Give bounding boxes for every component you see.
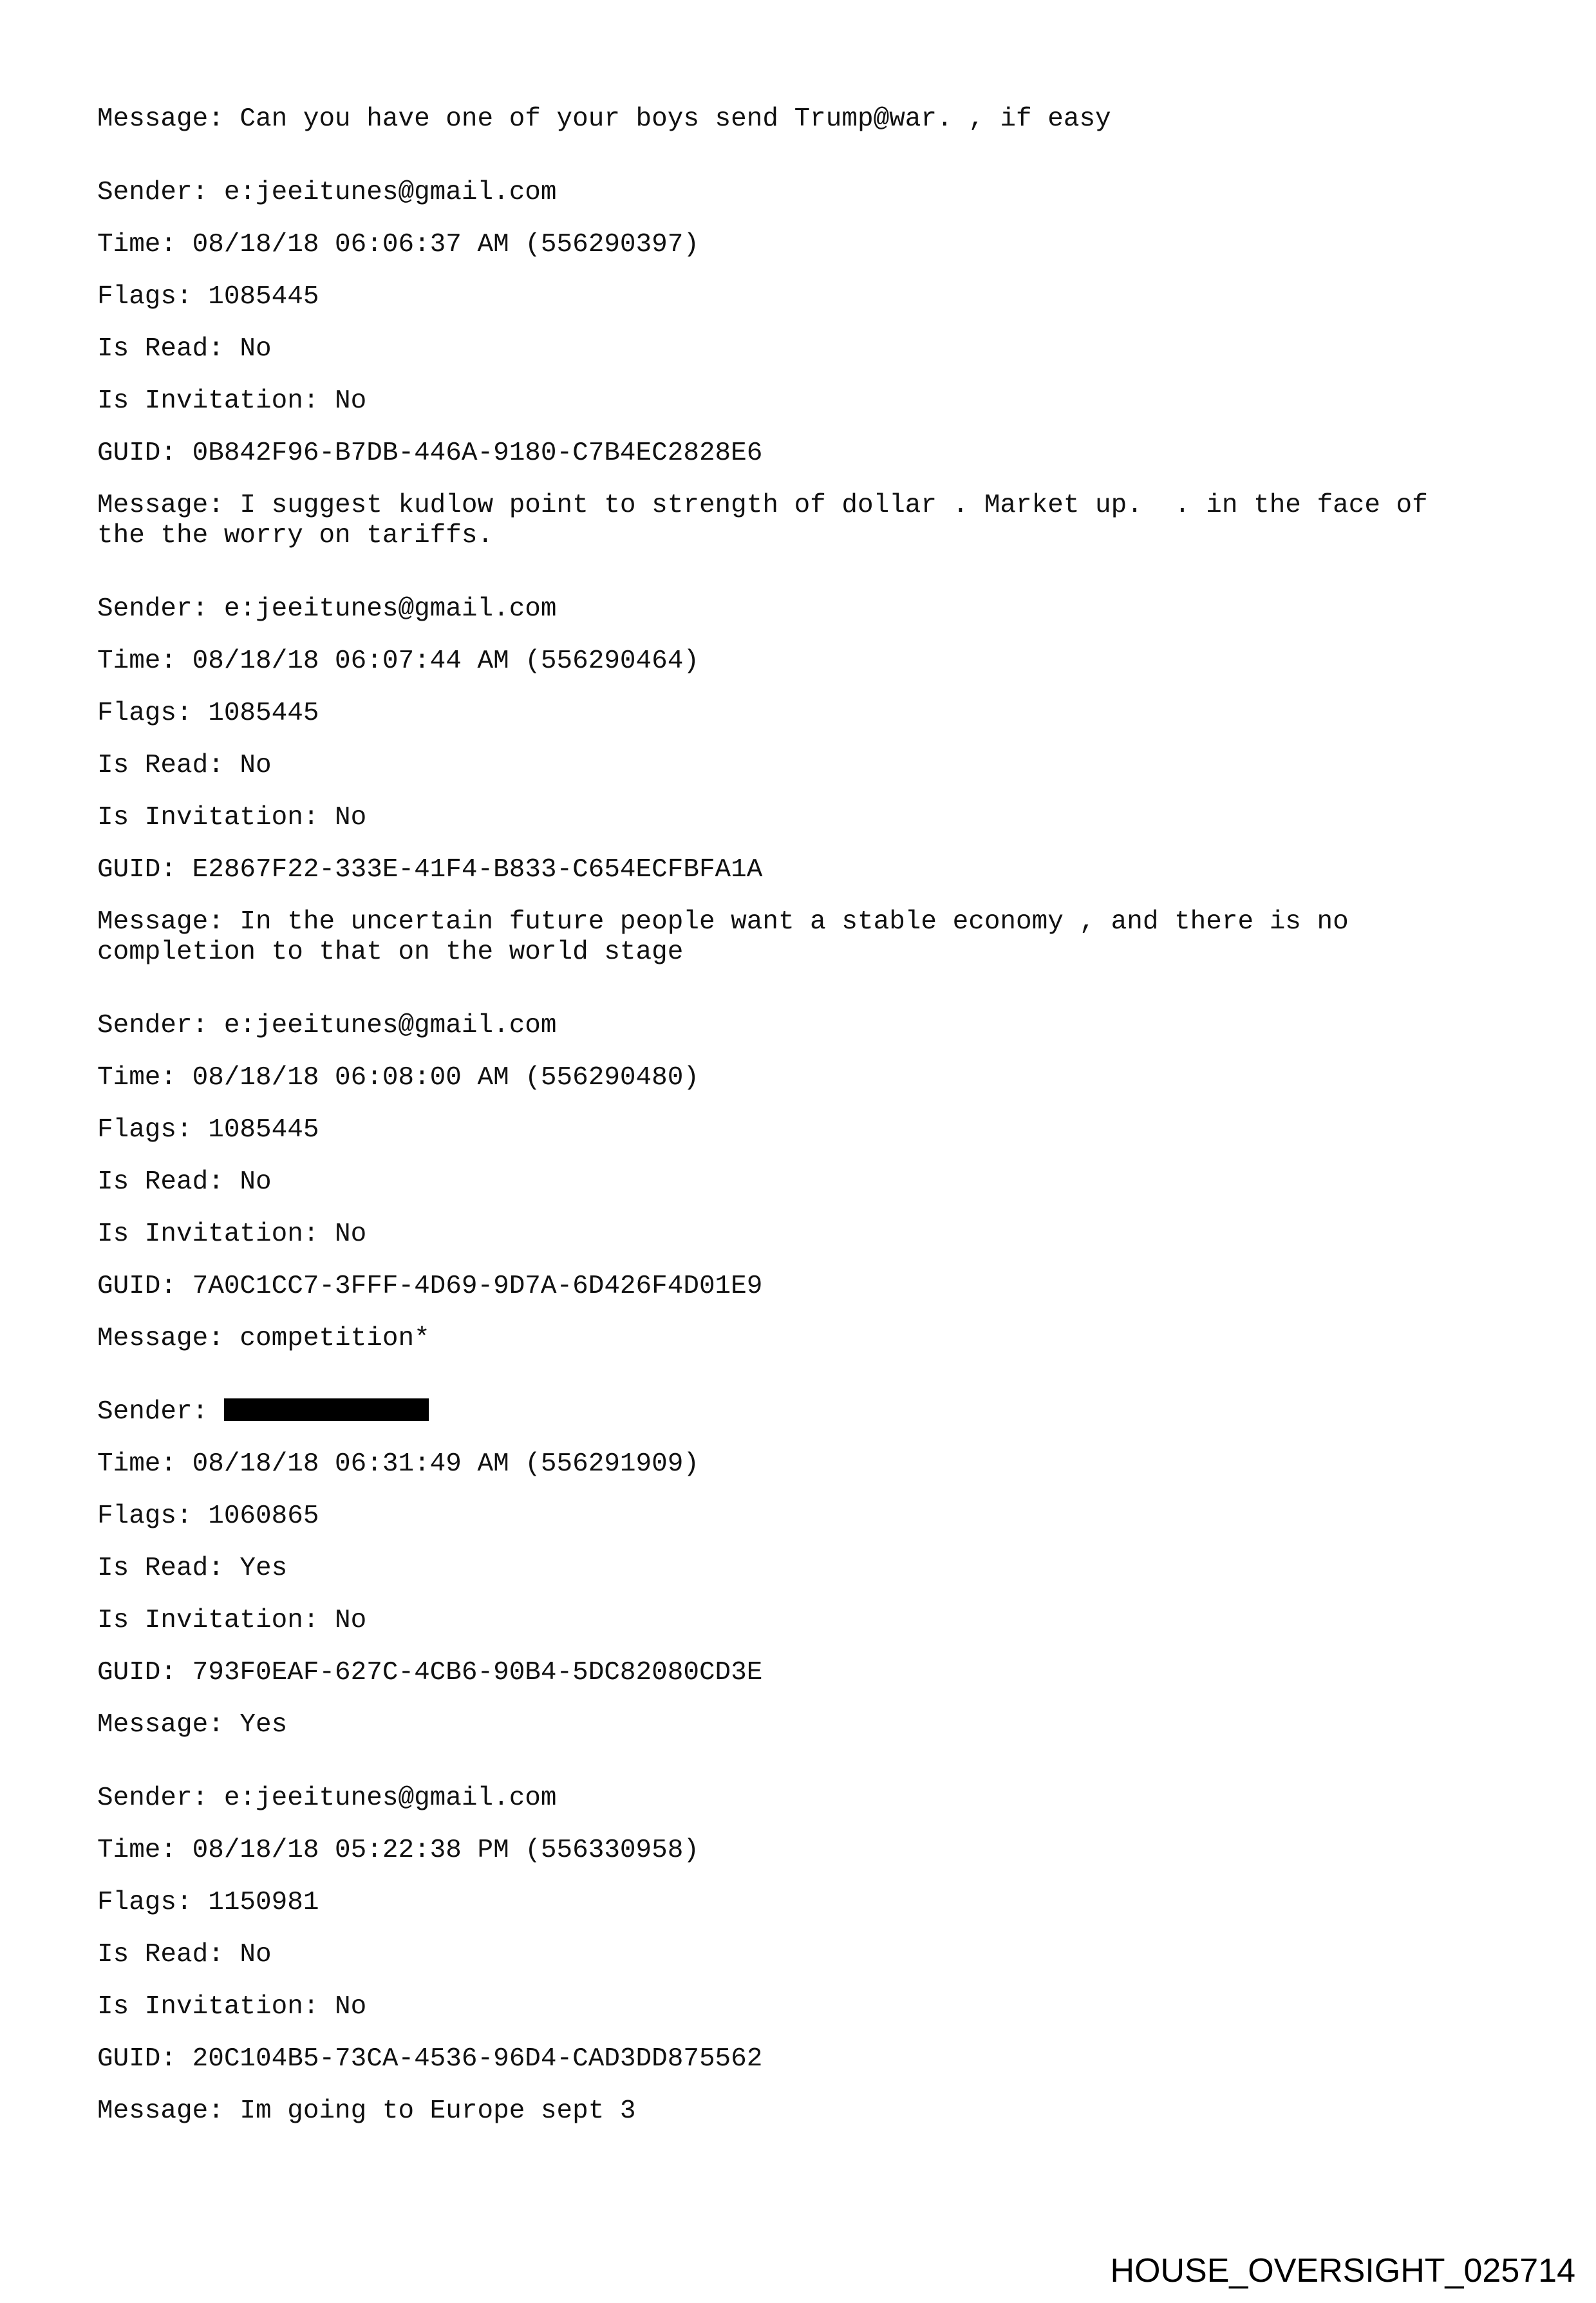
time-line: Time: 08/18/18 06:07:44 AM (556290464) (97, 646, 699, 676)
sender-line: Sender: e:jeeitunes@gmail.com (97, 1783, 557, 1813)
flags-line: Flags: 1085445 (97, 282, 319, 312)
time-line: Time: 08/18/18 06:06:37 AM (556290397) (97, 230, 699, 259)
is-invitation-line: Is Invitation: No (97, 386, 367, 416)
message-text: Message: Im going to Europe sept 3 (97, 2096, 636, 2126)
message-text: Message: Yes (97, 1710, 288, 1740)
sender-line (97, 1397, 1514, 1427)
is-read-line: Is Read: No (97, 1940, 272, 1969)
message-text: Message: In the uncertain future people want a stable economy , and there is no (97, 907, 1349, 937)
flags-line: Flags: 1060865 (97, 1501, 319, 1531)
flags-line: Flags: 1085445 (97, 699, 319, 728)
is-invitation-line: Is Invitation: No (97, 1219, 367, 1249)
time-line: Time: 08/18/18 05:22:38 PM (556330958) (97, 1836, 699, 1865)
guid-line: GUID: E2867F22-333E-41F4-B833-C654ECFBFA1A (97, 855, 763, 885)
sender-line: Sender: e:jeeitunes@gmail.com (97, 178, 557, 207)
is-read-line: Is Read: No (97, 751, 272, 780)
is-invitation-line: Is Invitation: No (97, 803, 367, 832)
is-read-line: Is Read: No (97, 1167, 272, 1197)
is-read-line: Is Read: Yes (97, 1554, 288, 1583)
message-log (97, 104, 1514, 2127)
guid-line: GUID: 7A0C1CC7-3FFF-4D69-9D7A-6D426F4D01E9 (97, 1272, 763, 1301)
message-text: Message: I suggest kudlow point to strength of dollar . Market up. . in the face of (97, 491, 1428, 520)
guid-line: GUID: 20C104B5-73CA-4536-96D4-CAD3DD875562 (97, 2044, 763, 2074)
sender-line: Sender: e:jeeitunes@gmail.com (97, 594, 557, 624)
time-line: Time: 08/18/18 06:31:49 AM (556291909) (97, 1449, 699, 1479)
guid-line: GUID: 793F0EAF-627C-4CB6-90B4-5DC82080CD3E (97, 1658, 763, 1687)
message-text-continuation: completion to that on the world stage (97, 937, 684, 967)
guid-line: GUID: 0B842F96-B7DB-446A-9180-C7B4EC2828E6 (97, 438, 763, 468)
sender-line: Sender: e:jeeitunes@gmail.com (97, 1011, 557, 1040)
message-text-continuation: the the worry on tariffs. (97, 521, 494, 550)
flags-line: Flags: 1150981 (97, 1888, 319, 1917)
time-line: Time: 08/18/18 06:08:00 AM (556290480) (97, 1063, 699, 1093)
is-read-line: Is Read: No (97, 334, 272, 364)
sender-label: Sender: (97, 1397, 209, 1427)
message-text: Message: competition* (97, 1324, 430, 1353)
flags-line: Flags: 1085445 (97, 1115, 319, 1145)
is-invitation-line: Is Invitation: No (97, 1606, 367, 1635)
message-text: Message: Can you have one of your boys send Trump@war. , if easy (97, 104, 1111, 134)
bates-number: HOUSE_OVERSIGHT_025714 (1110, 2252, 1575, 2289)
is-invitation-line: Is Invitation: No (97, 1992, 367, 2022)
redaction-block (224, 1398, 429, 1421)
